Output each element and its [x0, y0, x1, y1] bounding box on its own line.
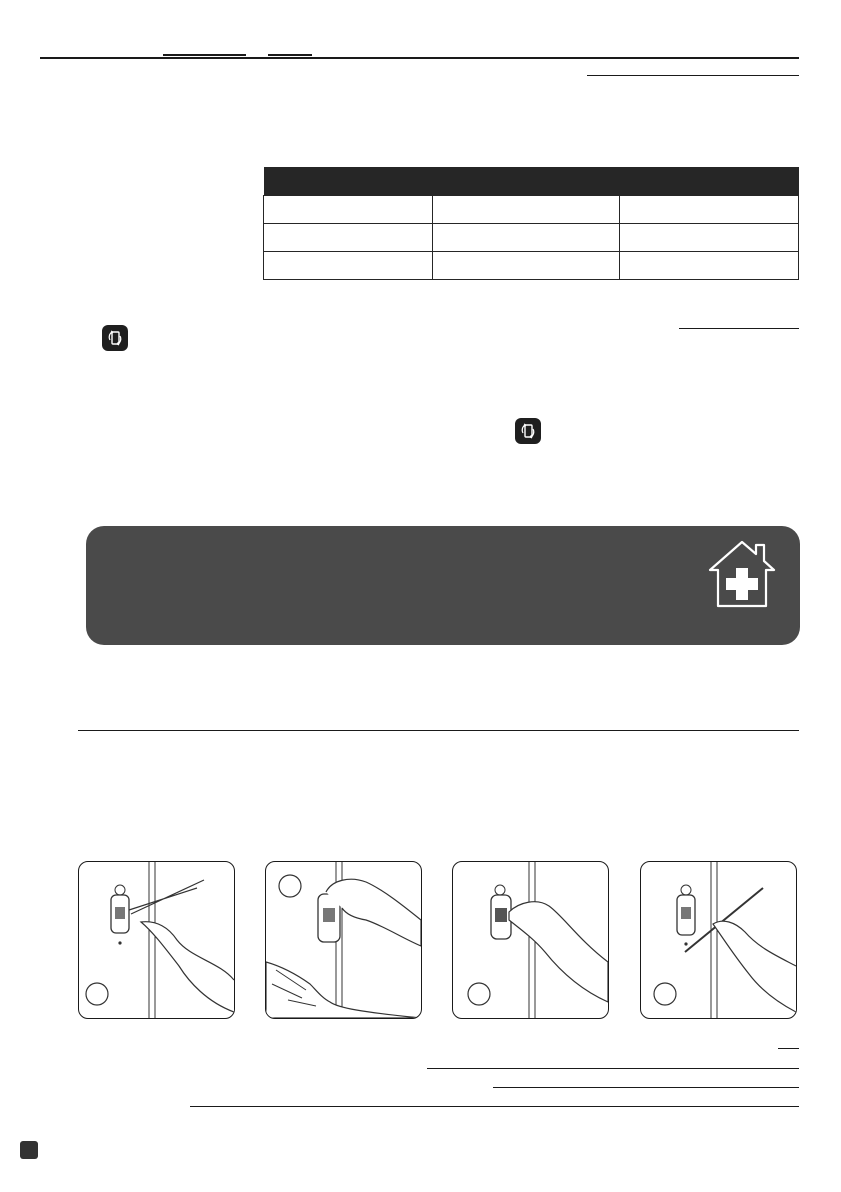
paragraph-underline	[679, 328, 799, 329]
rotate-device-icon	[515, 418, 541, 444]
table-cell	[264, 196, 433, 224]
section-divider	[78, 730, 799, 731]
footer-rule-1	[778, 1048, 799, 1049]
rotate-device-icon	[102, 325, 128, 351]
table-cell	[264, 252, 433, 280]
footer-rule-3	[493, 1087, 799, 1088]
section-title-underline	[587, 75, 799, 76]
table-cell	[620, 224, 799, 252]
footer-rule-4	[190, 1106, 799, 1107]
table-cell	[433, 224, 620, 252]
table-cell	[620, 196, 799, 224]
step-4-illustration	[640, 861, 797, 1019]
table-row	[264, 196, 799, 224]
table-header-cell	[433, 167, 620, 196]
spec-table-header	[264, 167, 799, 196]
header-rule	[40, 57, 799, 59]
page-marker	[20, 1141, 38, 1159]
table-cell	[433, 252, 620, 280]
info-banner	[86, 526, 800, 645]
step-3-illustration	[452, 861, 609, 1019]
header-tab-mark-1	[163, 54, 246, 56]
table-row	[264, 224, 799, 252]
footer-rule-2	[427, 1068, 799, 1069]
header-tab-mark-2	[268, 54, 312, 56]
table-row	[264, 252, 799, 280]
step-1-illustration	[78, 861, 235, 1019]
table-header-cell	[264, 167, 433, 196]
spec-table	[263, 167, 799, 280]
table-cell	[433, 196, 620, 224]
table-cell	[620, 252, 799, 280]
table-cell	[264, 224, 433, 252]
house-medical-cross-icon	[704, 536, 780, 612]
step-2-illustration	[265, 861, 422, 1019]
table-header-cell	[620, 167, 799, 196]
